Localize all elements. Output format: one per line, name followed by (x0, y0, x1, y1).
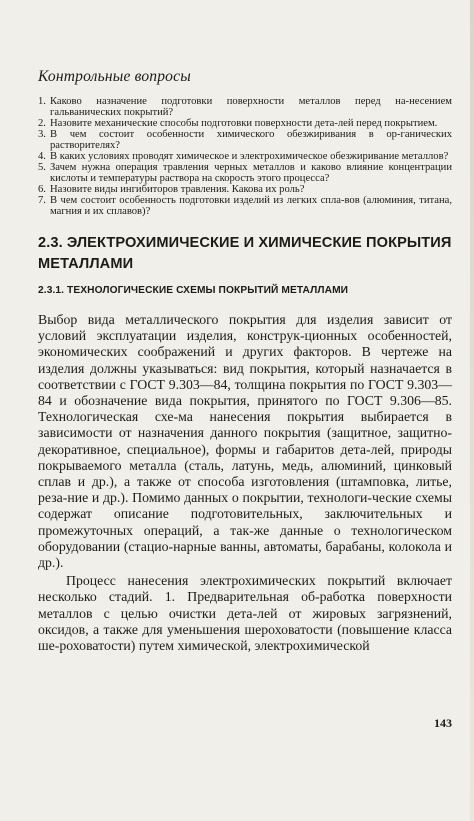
body-paragraph: Выбор вида металлического покрытия для изделия зависит от условий эксплуатации изделия, конструк-ционных особенностей, экономических соображений и других факторов. В чертеже на изделия должны указываться: вид покрытия, который назначается в соответствии с ГОСТ 9.303—84, толщина покрытия по ГОСТ 9.303—84 и обозначение вида покрытия, принятого по ГОСТ 9.306—85. Технологическая схе-ма нанесения покрытия выбирается в зависимости от назначения данного покрытия (защитное, защитно-декоративное, специальное), формы и габаритов дета-лей, природы покрываемого металла (сталь, латунь, медь, алюминий, цинковый сплав и др.), а также от способа изготовления (штамповка, литье, реза-ние и др.). Помимо данных о покрытии, технологи-ческие схемы содержат описание подготовительных, заключительных и промежуточных операций, а так-же данные о технологическом оборудовании (стацио-нарные ванны, автоматы, барабаны, колокола и др.). (38, 312, 452, 571)
list-item: 1. Каково назначение подготовки поверхности металлов перед на-несением гальванических покрытий? (38, 96, 452, 118)
body-paragraph: Процесс нанесения электрохимических покрытий включает несколько стадий. 1. Предварительная об-работка поверхности металлов с целью очистки дета-лей от жировых загрязнений, оксидов, а также для уменьшения шероховатости (повышение класса ше-роховатости) путем химической, электрохимической (38, 573, 452, 654)
list-item: 4. В каких условиях проводят химическое и электрохимическое обезжиривание металлов? (38, 151, 449, 162)
questions-heading: Контрольные вопросы (38, 68, 191, 85)
list-item: 2. Назовите механические способы подготовки поверхности дета-лей перед покрытием. (38, 118, 438, 129)
page-content (38, 68, 452, 654)
section-title: 2.3. ЭЛЕКТРОХИМИЧЕСКИЕ И ХИМИЧЕСКИЕ ПОКРЫТИЯ МЕТАЛЛАМИ (38, 235, 452, 272)
subsection-title: 2.3.1. ТЕХНОЛОГИЧЕСКИЕ СХЕМЫ ПОКРЫТИЙ МЕТАЛЛАМИ (38, 285, 349, 296)
page-number: 143 (434, 716, 452, 730)
list-item: 5. Зачем нужна операция травления черных металлов и каково влияние концентрации кислоты и температуры раствора на скорость этого процесса? (38, 162, 452, 184)
list-item: 6. Назовите виды ингибиторов травления. Какова их роль? (38, 184, 305, 195)
list-item: 7. В чем состоит особенность подготовки изделий из легких спла-вов (алюминия, титана, магния и их сплавов)? (38, 195, 452, 217)
page-edge (470, 0, 474, 821)
list-item: 3. В чем состоит особенности химического обезжиривания в ор-ганических растворителях? (38, 129, 452, 151)
questions-list (38, 96, 452, 217)
